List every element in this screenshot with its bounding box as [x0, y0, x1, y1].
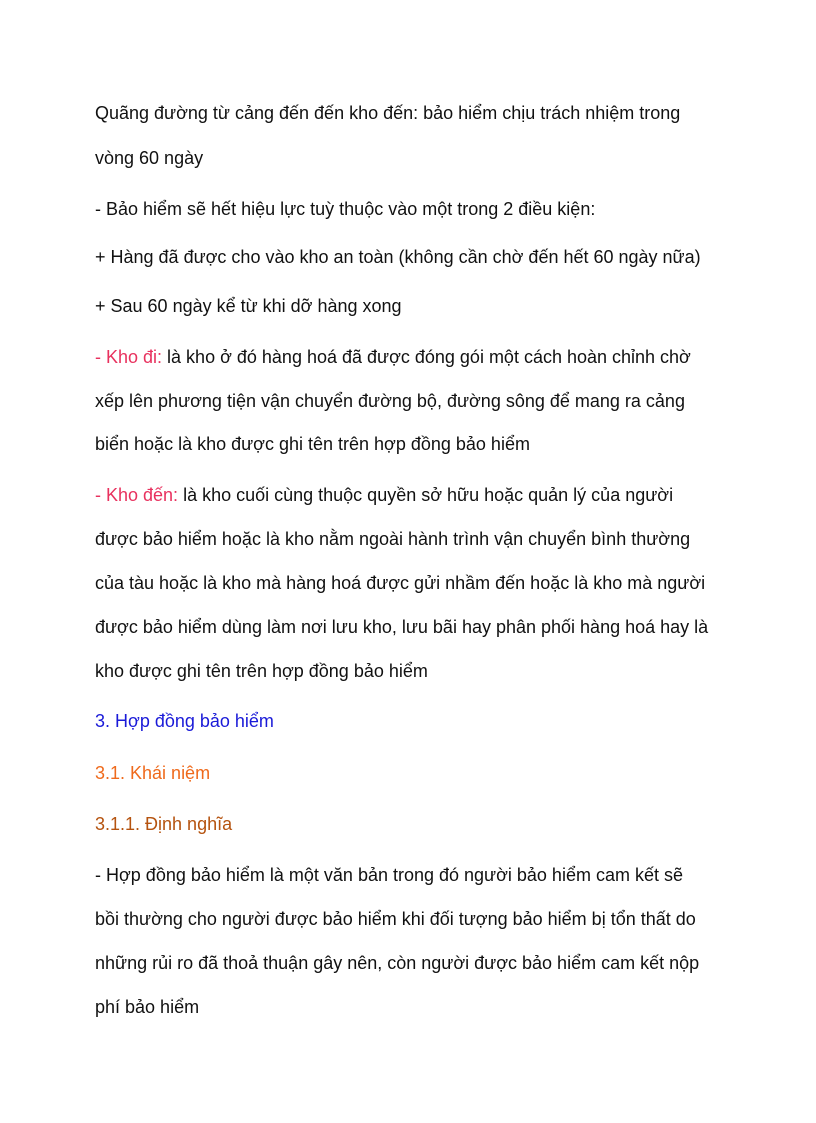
subsubsection-heading: 3.1.1. Định nghĩa	[95, 814, 233, 834]
paragraph-line: - Hợp đồng bảo hiểm là một văn bản trong đó người bảo hiểm cam kết sẽ	[95, 865, 683, 885]
paragraph-line: được bảo hiểm hoặc là kho nằm ngoài hành trình vận chuyển bình thường	[95, 529, 691, 549]
paragraph-line: vòng 60 ngày	[95, 148, 204, 168]
paragraph-line	[95, 345, 735, 369]
list-item: + Hàng đã được cho vào kho an toàn (không cần chờ đến hết 60 ngày nữa)	[95, 247, 701, 267]
subsection-heading: 3.1. Khái niệm	[95, 763, 211, 783]
term-definition: là kho ở đó hàng hoá đã được đóng gói một cách hoàn chỉnh chờ	[162, 347, 691, 367]
paragraph-line: phí bảo hiểm	[95, 997, 200, 1017]
paragraph-line: - Bảo hiểm sẽ hết hiệu lực tuỳ thuộc vào một trong 2 điều kiện:	[95, 199, 596, 219]
paragraph-line	[95, 483, 735, 507]
paragraph-line: những rủi ro đã thoả thuận gây nên, còn người được bảo hiểm cam kết nộp	[95, 953, 700, 973]
paragraph-line: của tàu hoặc là kho mà hàng hoá được gửi nhầm đến hoặc là kho mà người	[95, 573, 706, 593]
term-label-kho-di: - Kho đi:	[95, 347, 163, 367]
paragraph-line: kho được ghi tên trên hợp đồng bảo hiểm	[95, 661, 428, 681]
section-heading: 3. Hợp đồng bảo hiểm	[95, 711, 274, 731]
paragraph-line: được bảo hiểm dùng làm nơi lưu kho, lưu bãi hay phân phối hàng hoá hay là	[95, 617, 709, 637]
term-label-kho-den: - Kho đến:	[95, 485, 179, 505]
list-item: + Sau 60 ngày kể từ khi dỡ hàng xong	[95, 296, 402, 316]
paragraph-line: biển hoặc là kho được ghi tên trên hợp đồng bảo hiểm	[95, 434, 530, 454]
paragraph-line: Quãng đường từ cảng đến đến kho đến: bảo hiểm chịu trách nhiệm trong	[95, 103, 681, 123]
term-definition: là kho cuối cùng thuộc quyền sở hữu hoặc quản lý của người	[178, 485, 674, 505]
paragraph-line: bồi thường cho người được bảo hiểm khi đối tượng bảo hiểm bị tổn thất do	[95, 909, 696, 929]
paragraph-line: xếp lên phương tiện vận chuyển đường bộ, đường sông để mang ra cảng	[95, 391, 685, 411]
